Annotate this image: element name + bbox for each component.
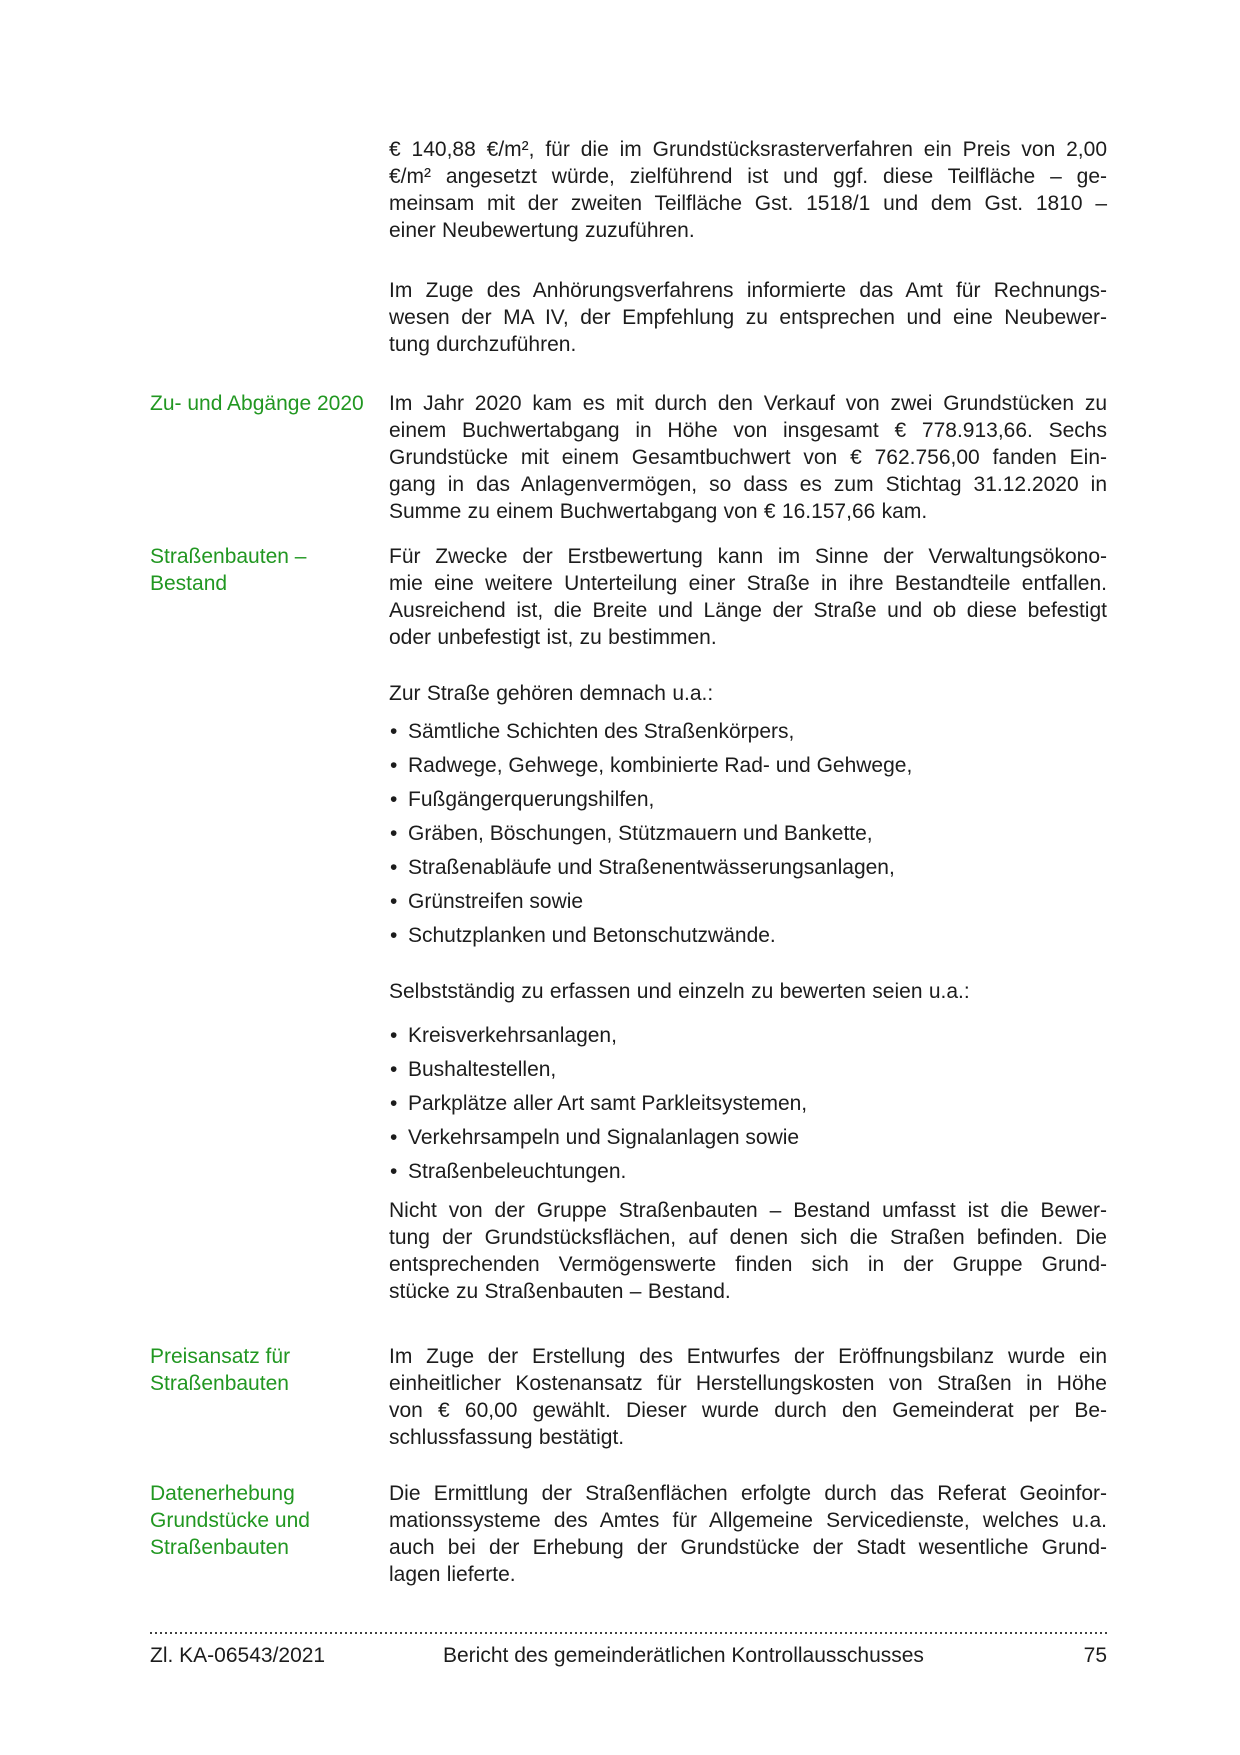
- margin-label-line: Straßenbauten: [150, 1536, 289, 1559]
- bullet-icon: •: [390, 890, 398, 913]
- paragraph-line: auch bei der Erhebung der Grundstücke der Stadt wesentliche Grund-: [389, 1536, 1107, 1559]
- footer-dotted-rule: [150, 1632, 1107, 1634]
- bullet-icon: •: [390, 788, 398, 811]
- paragraph-line: entsprechenden Vermögenswerte finden sich in der Gruppe Grund-: [389, 1253, 1107, 1276]
- bullet-item-text: Grünstreifen sowie: [408, 890, 584, 913]
- paragraph-line: stücke zu Straßenbauten – Bestand.: [389, 1280, 731, 1303]
- paragraph-line: Im Jahr 2020 kam es mit durch den Verkauf von zwei Grundstücken zu: [389, 392, 1107, 415]
- paragraph: [389, 277, 1107, 358]
- bullet-icon: •: [390, 856, 398, 879]
- paragraph-line: Im Zuge der Erstellung des Entwurfes der Eröffnungsbilanz wurde ein: [389, 1345, 1107, 1368]
- bullet-item-text: Straßenabläufe und Straßenentwässerungsanlagen,: [408, 856, 895, 879]
- paragraph: [389, 136, 1107, 244]
- paragraph-line: oder unbefestigt ist, zu bestimmen.: [389, 626, 717, 649]
- bullet-icon: •: [390, 924, 398, 947]
- paragraph: [389, 680, 1107, 707]
- margin-label-line: Straßenbauten –: [150, 545, 307, 568]
- bullet-item-text: Straßenbeleuchtungen.: [408, 1160, 627, 1183]
- bullet-item: [389, 1158, 1107, 1185]
- bullet-item-text: Verkehrsampeln und Signalanlagen sowie: [408, 1126, 800, 1149]
- paragraph-line: meinsam mit der zweiten Teilfläche Gst. 1518/1 und dem Gst. 1810 –: [389, 192, 1107, 215]
- bullet-item: [389, 854, 1107, 881]
- paragraph-line: von € 60,00 gewählt. Dieser wurde durch den Gemeinderat per Be-: [389, 1399, 1107, 1422]
- paragraph: [389, 978, 1107, 1005]
- bullet-item: [389, 1056, 1107, 1083]
- paragraph-line: lagen lieferte.: [389, 1563, 516, 1586]
- margin-label-line: Bestand: [150, 572, 228, 595]
- margin-label-line: Datenerhebung: [150, 1482, 295, 1505]
- bullet-item-text: Gräben, Böschungen, Stützmauern und Bankette,: [408, 822, 873, 845]
- bullet-item: [389, 1022, 1107, 1049]
- footer-report-title: Bericht des gemeinderätlichen Kontrollausschusses: [443, 1644, 924, 1667]
- paragraph-line: tung durchzuführen.: [389, 333, 577, 356]
- margin-label: [150, 1480, 365, 1561]
- bullet-icon: •: [390, 1058, 398, 1081]
- paragraph-line: wesen der MA IV, der Empfehlung zu entsprechen und eine Neubewer-: [389, 306, 1107, 329]
- bullet-item-text: Fußgängerquerungshilfen,: [408, 788, 655, 811]
- bullet-icon: •: [390, 1092, 398, 1115]
- paragraph-line: gang in das Anlagenvermögen, so dass es zum Stichtag 31.12.2020 in: [389, 473, 1107, 496]
- paragraph-line: Summe zu einem Buchwertabgang von € 16.157,66 kam.: [389, 500, 928, 523]
- bullet-item: [389, 922, 1107, 949]
- paragraph-line: mationssysteme des Amtes für Allgemeine Servicedienste, welches u.a.: [389, 1509, 1107, 1532]
- paragraph-line: Ausreichend ist, die Breite und Länge der Straße und ob diese befestigt: [389, 599, 1107, 622]
- paragraph: [389, 1343, 1107, 1451]
- paragraph-line: einem Buchwertabgang in Höhe von insgesamt € 778.913,66. Sechs: [389, 419, 1107, 442]
- paragraph-line: schlussfassung bestätigt.: [389, 1426, 625, 1449]
- bullet-icon: •: [390, 1024, 398, 1047]
- bullet-item: [389, 888, 1107, 915]
- bullet-item: [389, 786, 1107, 813]
- paragraph-line: €/m² angesetzt würde, zielführend ist und ggf. diese Teilfläche – ge-: [389, 165, 1107, 188]
- footer-reference-number: Zl. KA-06543/2021: [150, 1644, 326, 1667]
- bullet-icon: •: [390, 1160, 398, 1183]
- paragraph-line: Grundstücke mit einem Gesamtbuchwert von € 762.756,00 fanden Ein-: [389, 446, 1107, 469]
- margin-label-line: Grundstücke und: [150, 1509, 310, 1532]
- paragraph-line: Selbstständig zu erfassen und einzeln zu bewerten seien u.a.:: [389, 980, 970, 1003]
- bullet-item-text: Schutzplanken und Betonschutzwände.: [408, 924, 776, 947]
- bullet-item: [389, 752, 1107, 779]
- margin-label-line: Straßenbauten: [150, 1372, 289, 1395]
- bullet-item-text: Radwege, Gehwege, kombinierte Rad- und Gehwege,: [408, 754, 913, 777]
- bullet-item: [389, 820, 1107, 847]
- bullet-icon: •: [390, 822, 398, 845]
- bullet-item: [389, 718, 1107, 745]
- bullet-item-text: Bushaltestellen,: [408, 1058, 557, 1081]
- paragraph-line: tung der Grundstücksflächen, auf denen sich die Straßen befinden. Die: [389, 1226, 1107, 1249]
- margin-label-line: Zu- und Abgänge 2020: [150, 392, 364, 415]
- margin-label: [150, 1343, 365, 1397]
- paragraph-line: € 140,88 €/m², für die im Grundstücksrasterverfahren ein Preis von 2,00: [389, 138, 1107, 161]
- bullet-item-text: Kreisverkehrsanlagen,: [408, 1024, 617, 1047]
- paragraph-line: mie eine weitere Unterteilung einer Straße in ihre Bestandteile entfallen.: [389, 572, 1107, 595]
- paragraph: [389, 1197, 1107, 1305]
- bullet-item: [389, 1124, 1107, 1151]
- margin-label-line: Preisansatz für: [150, 1345, 291, 1368]
- paragraph-line: einer Neubewertung zuzuführen.: [389, 219, 695, 242]
- bullet-item: [389, 1090, 1107, 1117]
- paragraph-line: Zur Straße gehören demnach u.a.:: [389, 682, 714, 705]
- bullet-item-text: Sämtliche Schichten des Straßenkörpers,: [408, 720, 795, 743]
- margin-label: [150, 390, 365, 417]
- paragraph: [389, 543, 1107, 651]
- paragraph-line: Für Zwecke der Erstbewertung kann im Sinne der Verwaltungsökono-: [389, 545, 1107, 568]
- footer-page-number: 75: [1083, 1644, 1107, 1667]
- bullet-item-text: Parkplätze aller Art samt Parkleitsystemen,: [408, 1092, 808, 1115]
- paragraph: [389, 1480, 1107, 1588]
- bullet-icon: •: [390, 1126, 398, 1149]
- bullet-icon: •: [390, 754, 398, 777]
- paragraph-line: Die Ermittlung der Straßenflächen erfolgte durch das Referat Geoinfor-: [389, 1482, 1107, 1505]
- margin-label: [150, 543, 365, 597]
- paragraph-line: einheitlicher Kostenansatz für Herstellungskosten von Straßen in Höhe: [389, 1372, 1107, 1395]
- paragraph-line: Nicht von der Gruppe Straßenbauten – Bestand umfasst ist die Bewer-: [389, 1199, 1107, 1222]
- paragraph: [389, 390, 1107, 525]
- bullet-icon: •: [390, 720, 398, 743]
- paragraph-line: Im Zuge des Anhörungsverfahrens informierte das Amt für Rechnungs-: [389, 279, 1107, 302]
